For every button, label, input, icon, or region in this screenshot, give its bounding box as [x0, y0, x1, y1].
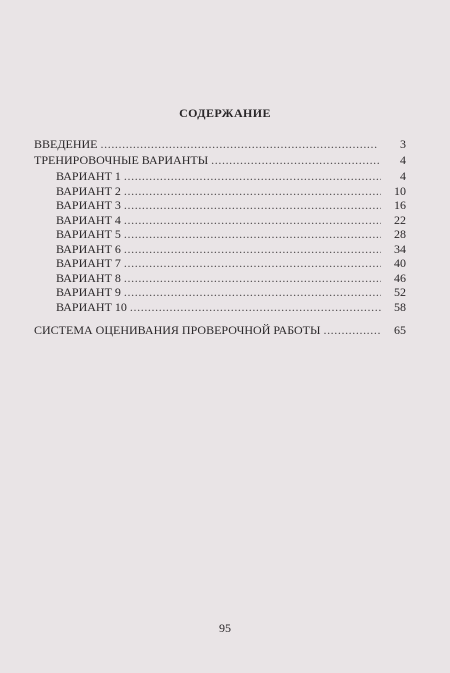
dot-leader — [211, 153, 381, 167]
dot-leader — [124, 256, 381, 270]
dot-leader — [124, 213, 381, 227]
toc-entry-page: 65 — [394, 323, 406, 337]
toc-entry-page: 4 — [400, 153, 406, 167]
toc-entry-variant-9 — [34, 285, 406, 300]
toc-entry-variant-5 — [34, 227, 406, 242]
page-number: 95 — [219, 621, 231, 635]
toc-entry-page: 3 — [400, 137, 406, 151]
dot-leader — [101, 137, 381, 151]
dot-leader — [124, 242, 381, 256]
toc-entry-page: 46 — [394, 270, 406, 285]
toc-entry-page: 58 — [394, 299, 406, 314]
toc-entry-grading-system — [34, 323, 406, 338]
toc-entry-page: 4 — [400, 169, 406, 183]
dot-leader — [323, 323, 381, 337]
toc-entry-page: 22 — [394, 212, 406, 227]
toc-entry-label: ВАРИАНТ 7 — [56, 256, 121, 270]
dot-leader — [124, 285, 381, 299]
toc-entry-label: ВАРИАНТ 3 — [56, 198, 121, 212]
toc-title: СОДЕРЖАНИЕ — [179, 106, 271, 120]
toc-entry-label: ТРЕНИРОВОЧНЫЕ ВАРИАНТЫ — [34, 153, 209, 167]
toc-entry-variant-4 — [34, 213, 406, 228]
toc-entry-label: ВАРИАНТ 9 — [56, 285, 121, 299]
toc-entry-introduction — [34, 137, 406, 152]
toc-entry-page: 40 — [394, 256, 406, 270]
toc-entry-label: ВАРИАНТ 6 — [56, 241, 121, 256]
dot-leader — [124, 169, 381, 183]
toc-entry-variant-2 — [34, 184, 406, 199]
dot-leader — [130, 300, 381, 314]
toc-entry-label: ВАРИАНТ 5 — [56, 227, 121, 241]
toc-entry-page: 10 — [394, 183, 406, 198]
toc-entry-variant-7 — [34, 256, 406, 271]
toc-entry-variant-3 — [34, 198, 406, 213]
toc-entry-training-variants — [34, 153, 406, 168]
dot-leader — [124, 184, 381, 198]
toc-entry-page: 52 — [394, 285, 406, 299]
toc-entry-variant-8 — [34, 271, 406, 286]
toc-entry-label: ВАРИАНТ 2 — [56, 183, 121, 198]
toc-entry-variant-6 — [34, 242, 406, 257]
toc-entry-label: ВВЕДЕНИЕ — [34, 137, 98, 151]
toc-entry-label: ВАРИАНТ 1 — [56, 169, 121, 183]
toc-entry-label: ВАРИАНТ 10 — [56, 299, 127, 314]
toc-entry-label: ВАРИАНТ 8 — [56, 270, 121, 285]
dot-leader — [124, 227, 381, 241]
table-of-contents — [34, 137, 406, 339]
toc-entry-label: СИСТЕМА ОЦЕНИВАНИЯ ПРОВЕРОЧНОЙ РАБОТЫ — [34, 323, 321, 337]
toc-entry-page: 28 — [394, 227, 406, 241]
dot-leader — [124, 198, 381, 212]
toc-entry-page: 34 — [394, 241, 406, 256]
toc-entry-page: 16 — [394, 198, 406, 212]
dot-leader — [124, 271, 381, 285]
toc-entry-variant-10 — [34, 300, 406, 315]
toc-entry-label: ВАРИАНТ 4 — [56, 212, 121, 227]
toc-entry-variant-1 — [34, 169, 406, 184]
